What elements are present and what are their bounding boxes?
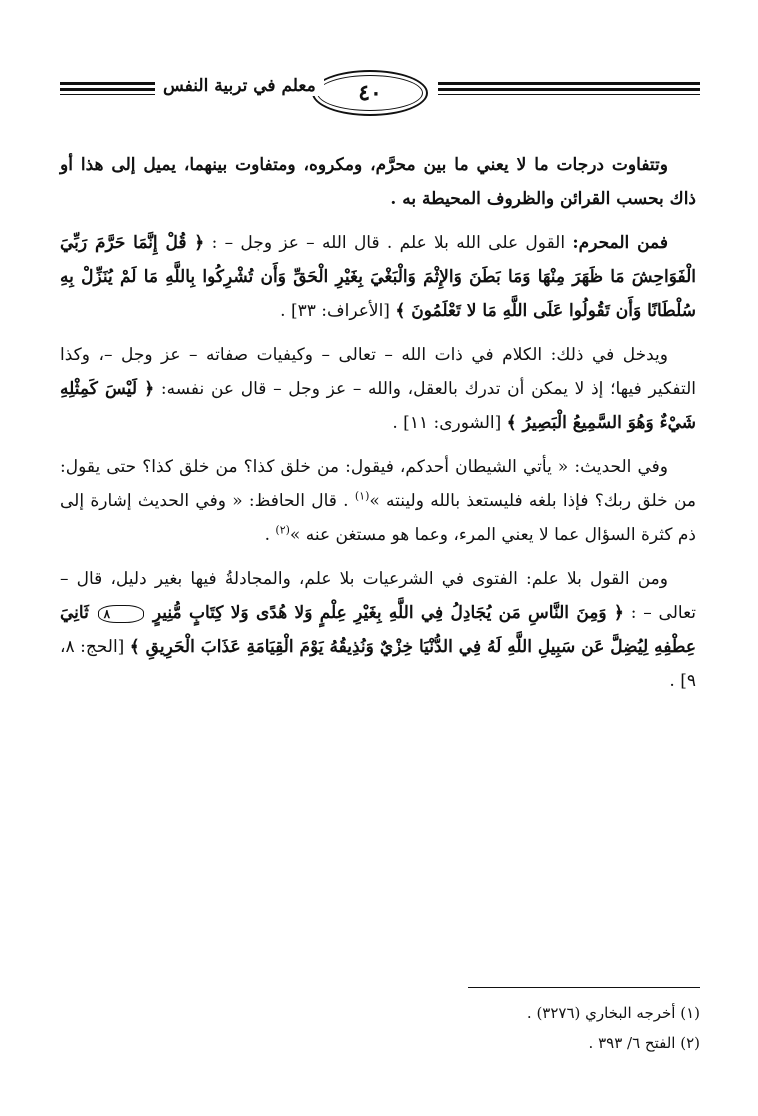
quran-verse-part-1: ﴿ وَمِنَ النَّاسِ مَن يُجَادِلُ فِي اللَّهِ بِغَيْرِ عِلْمٍ وَلا هُدًى وَلا كِتَابٍ مُّنِيرٍ bbox=[152, 603, 624, 623]
verse-reference: [الأعراف: ٣٣] . bbox=[280, 301, 396, 321]
paragraph-2-text: القول على الله بلا علم . قال الله – عز وجل – : bbox=[204, 233, 573, 253]
quran-verse: ﴿ لَيْسَ كَمِثْلِهِ شَيْءٌ وَهُوَ السَّمِيعُ الْبَصِيرُ ﴾ bbox=[60, 379, 696, 433]
footnote-divider bbox=[468, 987, 700, 988]
footnote-marker-2[interactable]: (٢) bbox=[275, 523, 290, 537]
paragraph-5-text: ومن القول بلا علم: الفتوى في الشرعيات بلا علم، والمجادلةُ فيها بغير دليل، قال – تعالى – : bbox=[60, 569, 697, 623]
paragraph-3-text: ويدخل في ذلك: الكلام في ذات الله – تعالى – وكيفيات صفاته – عز وجل –، وكذا التفكير فيها؛ إذ لا يمكن أن تدرك بالعقل، والله – عز وجل – قال عن نفسه: bbox=[60, 345, 696, 399]
hafiz-quote: . قال الحافظ: « وفي الحديث إشارة إلى ذم كثرة السؤال عما لا يعني المرء، وعما هو مستغن عنه » bbox=[60, 491, 696, 545]
page-number-badge bbox=[312, 70, 428, 116]
header-rule-right bbox=[438, 88, 700, 91]
quran-verse-part-2: ثَانِيَ عِطْفِهِ لِيُضِلَّ عَن سَبِيلِ اللَّهِ لَهُ فِي الدُّنْيَا خِزْيٌ وَنُذِيقُهُ يَوْمَ الْقِيَامَةِ عَذَابَ الْحَرِيقِ ﴾ bbox=[60, 603, 696, 657]
footnote-2: (٢) الفتح ٦/ ٣٩٣ . bbox=[588, 1034, 700, 1052]
verse-reference: [الشورى: ١١] . bbox=[392, 413, 507, 433]
main-text bbox=[60, 148, 696, 708]
paragraph-4 bbox=[60, 450, 696, 552]
header-rule-right bbox=[438, 94, 700, 95]
paragraph-3 bbox=[60, 338, 696, 440]
paragraph-2-lead: فمن المحرم: bbox=[572, 233, 668, 253]
footnotes bbox=[60, 998, 700, 1058]
paragraph-4-end: . bbox=[264, 525, 276, 545]
verse-number-marker: ٨ bbox=[98, 605, 144, 623]
page-number: ٤٠ bbox=[358, 80, 382, 106]
page-header bbox=[60, 68, 700, 118]
header-rule-right bbox=[438, 82, 700, 85]
hadith-text: وفي الحديث: « يأتي الشيطان أحدكم، فيقول: من خلق كذا؟ من خلق كذا؟ حتى يقول: من خلق ربك؟ فإذا بلغه فليستعذ بالله ولينته » bbox=[60, 457, 696, 511]
paragraph-2 bbox=[60, 226, 696, 328]
quran-verse: ﴿ قُلْ إِنَّمَا حَرَّمَ رَبِّيَ الْفَوَاحِشَ مَا ظَهَرَ مِنْهَا وَمَا بَطَنَ وَالإِثْمَ وَالْبَغْيَ بِغَيْرِ الْحَقِّ وَأَن تُشْرِكُوا بِاللَّهِ مَا لَمْ يُنَزِّلْ بِهِ سُلْطَانًا وَأَن تَقُولُوا عَلَى اللَّهِ مَا لا تَعْلَمُونَ ﴾ bbox=[60, 233, 696, 321]
verse-reference: [الحج: ٨، ٩] . bbox=[60, 637, 696, 691]
footnote-1: (١) أخرجه البخاري (٣٢٧٦) . bbox=[526, 1004, 700, 1022]
paragraph-5 bbox=[60, 562, 696, 698]
footnote-marker-1[interactable]: (١) bbox=[354, 489, 370, 503]
paragraph-1: وتتفاوت درجات ما لا يعني ما بين محرَّم، ومكروه، ومتفاوت بينهما، يميل إلى هذا أو ذاك بحسب القرائن والظروف المحيطة به . bbox=[60, 155, 696, 209]
book-title: معلم في تربية النفس bbox=[155, 76, 324, 96]
